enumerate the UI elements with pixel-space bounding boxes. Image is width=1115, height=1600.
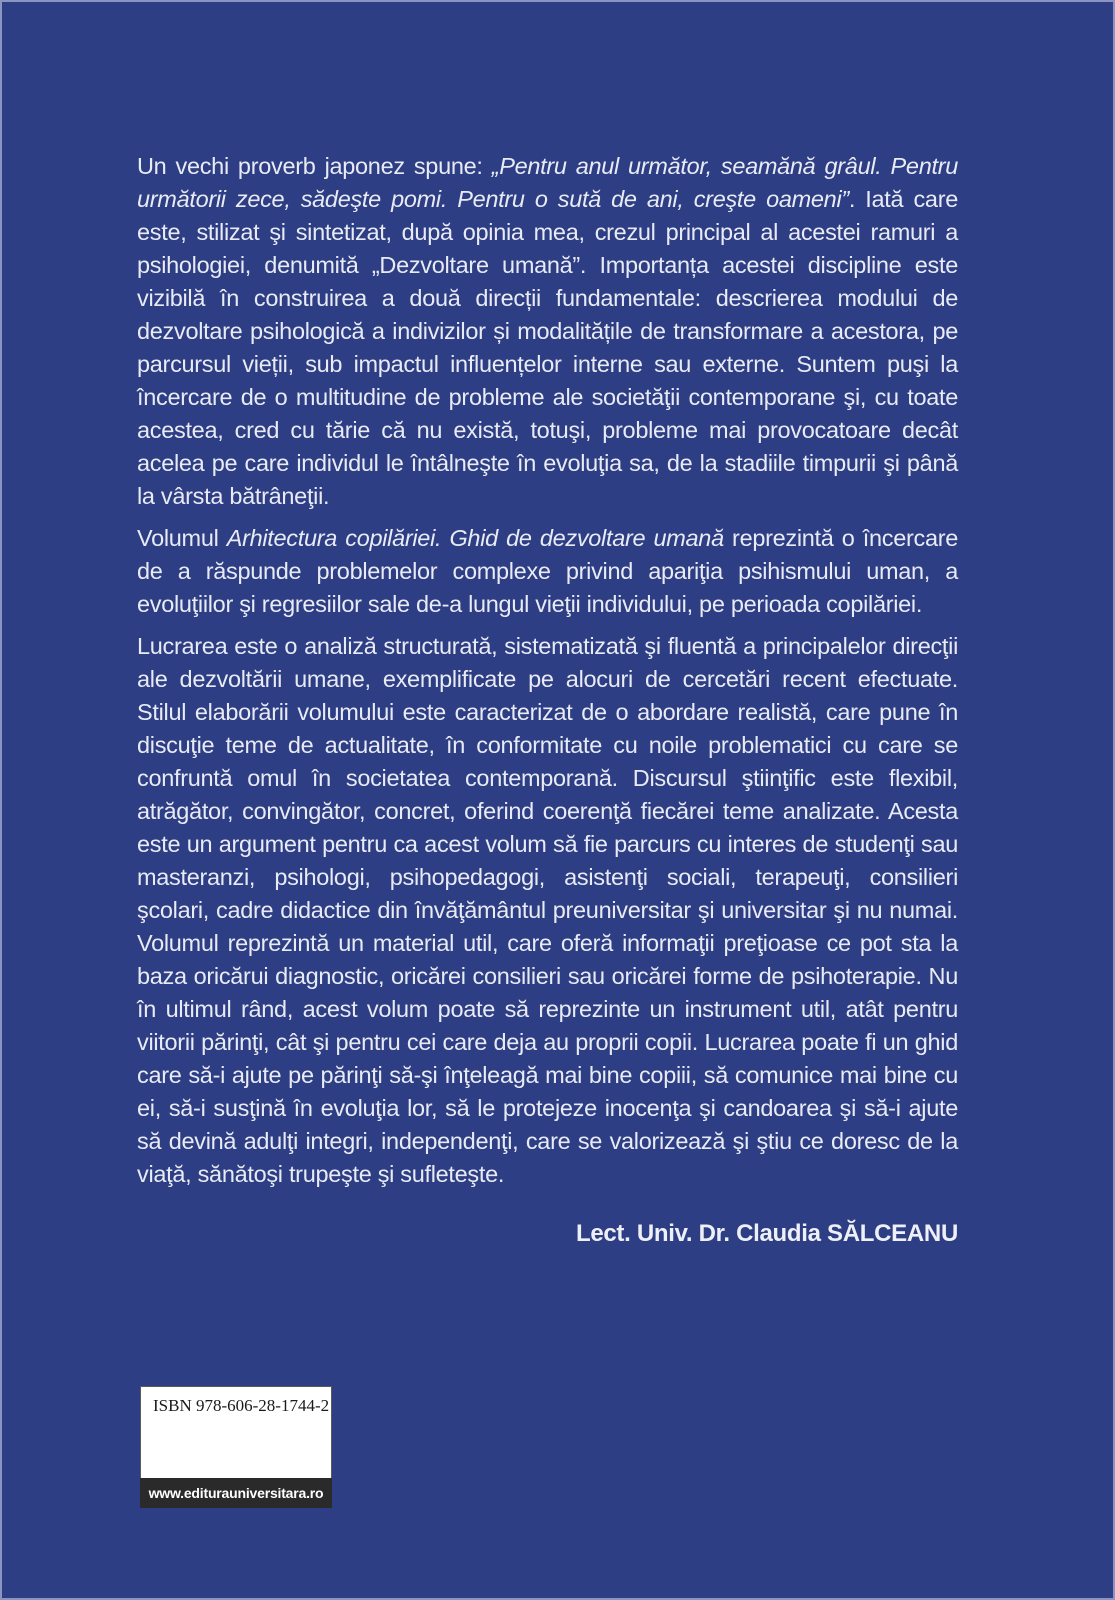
isbn-barcode-box xyxy=(140,1386,332,1478)
blurb xyxy=(137,150,958,1250)
publisher-website-text: www.editurauniversitara.ro xyxy=(148,1485,324,1501)
blurb-paragraph-3 xyxy=(137,630,958,1191)
isbn-barcode-block xyxy=(140,1386,332,1508)
paragraph-2-intro: Volumul xyxy=(137,525,227,551)
paragraph-3-body: Lucrarea este o analiză structurată, sistematizată şi fluentă a principalelor direcţii ale dezvoltării umane, exemplificate pe alocuri de cercetări recent efectuate. Stilul elaborării volumului este caracterizat de o abordare realistă, care pune în discuţie teme de actualitate, în conformitate cu noile problematici cu care se confruntă omul în societatea contemporană. Discursul ştiinţific este flexibil, atrăgător, convingător, concret, oferind coerenţă fiecărei teme analizate. Acesta este un argument pentru ca acest volum să fie parcurs cu interes de studenţi sau masteranzi, psihologi, psihopedagogi, asistenţi sociali, terapeuţi, consilieri şcolari, cadre didactice din învăţământul preuniversitar şi universitar şi nu numai. Volumul reprezintă un material util, care oferă informaţii preţioase ce pot sta la baza oricărui diagnostic, oricărei consilieri sau oricărei forme de psihoterapie. Nu în ultimul rând, acest volum poate să reprezinte un instrument util, atât pentru viitorii părinţi, cât şi pentru cei care deja au proprii copii. Lucrarea poate fi un ghid care să-i ajute pe părinţi să-şi înţeleagă mai bine copiii, să comunice mai bine cu ei, să-i susţină în evoluţia lor, să le protejeze inocenţa şi candoarea şi să-i ajute să devină adulţi integri, independenţi, care se valorizează şi ştiu ce doresc de la viaţă, sănătoşi trupeşte şi sufleteşte. xyxy=(137,633,958,1187)
book-title-italic: Arhitectura copilăriei. Ghid de dezvoltare umană xyxy=(226,525,724,551)
blurb-paragraph-1 xyxy=(137,150,958,513)
publisher-website-bar xyxy=(140,1478,332,1508)
japanese-proverb-quote: „Pentru anul următor, seamănă grâul. Pentru următorii zece, sădeşte pomi. Pentru o sută de ani, creşte oameni” xyxy=(137,153,958,212)
isbn-text: ISBN 978-606-28-1744-2 xyxy=(153,1396,330,1415)
paragraph-1-intro: Un vechi proverb japonez spune: xyxy=(137,153,492,179)
paragraph-2-body: reprezintă o încercare de a răspunde problemelor complexe privind apariţia psihismului uman, a evoluţiilor şi regresiilor sale de-a lungul vieţii individului, pe perioada copilăriei. xyxy=(137,525,959,617)
paragraph-1-body: . Iată care este, stilizat şi sintetizat, după opinia mea, crezul principal al acestei ramuri a psihologiei, denumită „Dezvoltare umană”. Importanța acestei discipline este vizibilă în construirea a două direcții fundamentale: descrierea modului de dezvoltare psihologică a indivizilor și modalitățile de transformare a acestora, pe parcursul vieții, sub impactul influențelor interne sau externe. Suntem puşi la încercare de o multitudine de probleme ale societăţii contemporane şi, cu toate acestea, cred cu tărie că nu există, totuşi, probleme mai provocatoare decât acelea pe care individul le întâlneşte în evoluţia sa, de la stadiile timpurii şi până la vârsta bătrâneţii. xyxy=(137,186,958,509)
author-signature: Lect. Univ. Dr. Claudia SĂLCEANU xyxy=(575,1220,958,1247)
blurb-paragraph-2 xyxy=(137,522,958,621)
